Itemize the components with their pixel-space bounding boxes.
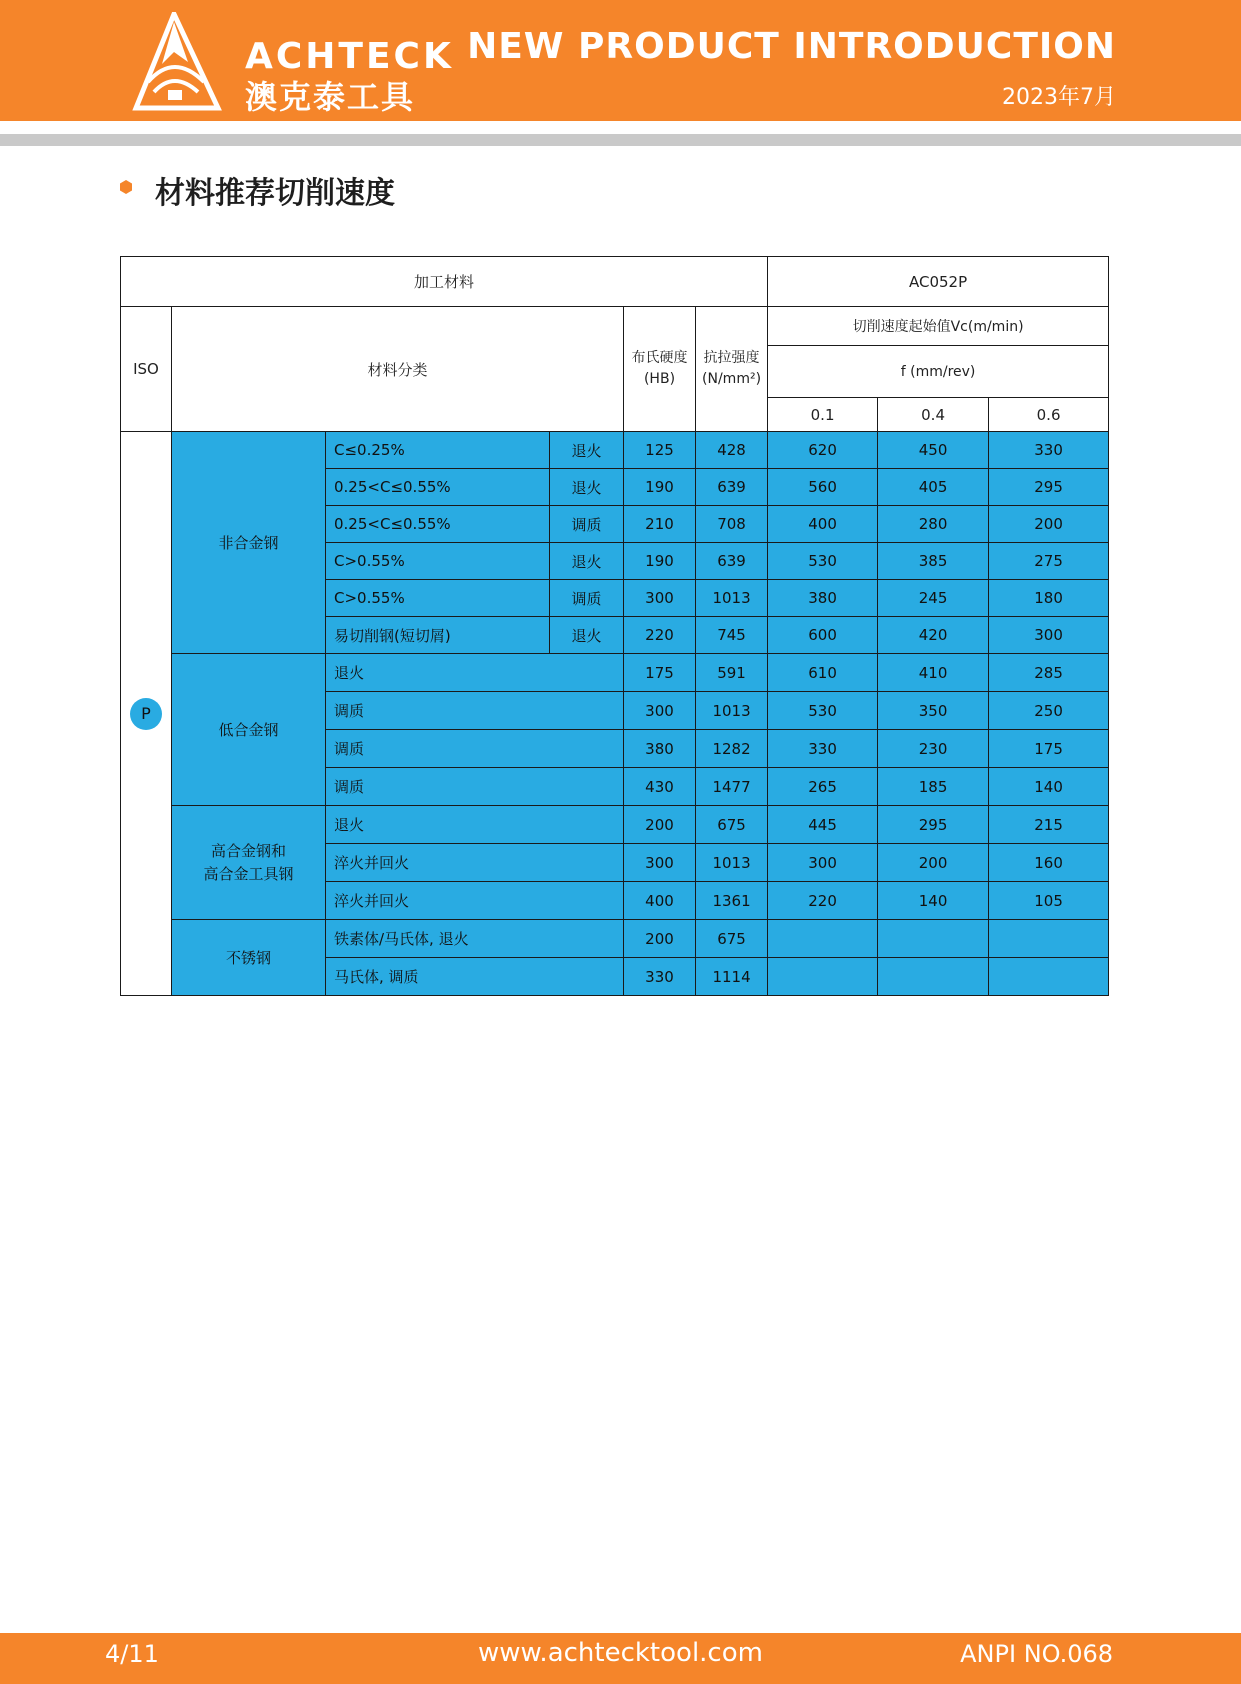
vc-cell: 215 xyxy=(989,806,1109,844)
strength-cell: 591 xyxy=(696,654,768,692)
table-row xyxy=(121,920,1109,958)
table-row xyxy=(121,654,1109,692)
vc-cell: 160 xyxy=(989,844,1109,882)
vc-cell: 330 xyxy=(768,730,878,768)
material-header: 加工材料 xyxy=(121,257,768,307)
material-cell: C≤0.25% xyxy=(326,432,550,469)
category-header: 材料分类 xyxy=(172,307,624,432)
material-cell: 0.25<C≤0.55% xyxy=(326,506,550,543)
vc-cell: 220 xyxy=(768,882,878,920)
vc-cell: 180 xyxy=(989,580,1109,617)
treatment-cell: 退火 xyxy=(550,432,624,469)
vc-cell: 385 xyxy=(878,543,989,580)
material-cell: 退火 xyxy=(326,806,624,844)
vc-cell xyxy=(768,958,878,996)
treatment-cell: 调质 xyxy=(550,580,624,617)
material-cell: 易切削钢(短切屑) xyxy=(326,617,550,654)
hb-cell: 220 xyxy=(624,617,696,654)
hb-cell: 190 xyxy=(624,543,696,580)
strength-cell: 639 xyxy=(696,543,768,580)
vc-cell: 295 xyxy=(878,806,989,844)
vc-cell: 380 xyxy=(768,580,878,617)
vc-cell xyxy=(878,958,989,996)
hb-cell: 190 xyxy=(624,469,696,506)
iso-group-cell xyxy=(121,432,172,996)
page-title: NEW PRODUCT INTRODUCTION xyxy=(467,26,1116,67)
product-header: AC052P xyxy=(768,257,1109,307)
vc-cell: 200 xyxy=(989,506,1109,543)
hb-cell: 125 xyxy=(624,432,696,469)
hb-cell: 300 xyxy=(624,692,696,730)
website-link[interactable]: www.achtecktool.com xyxy=(478,1638,763,1668)
strength-header: 抗拉强度 (N/mm²) xyxy=(696,307,768,432)
strength-cell: 675 xyxy=(696,806,768,844)
strength-cell: 639 xyxy=(696,469,768,506)
strength-cell: 1114 xyxy=(696,958,768,996)
feed-header: f (mm/rev) xyxy=(768,346,1109,398)
vc-cell: 530 xyxy=(768,543,878,580)
iso-header: ISO xyxy=(121,307,172,432)
vc-cell: 175 xyxy=(989,730,1109,768)
material-cell: C>0.55% xyxy=(326,543,550,580)
vc-cell: 105 xyxy=(989,882,1109,920)
vc-cell xyxy=(989,920,1109,958)
vc-cell: 285 xyxy=(989,654,1109,692)
hb-cell: 300 xyxy=(624,580,696,617)
material-cell: 调质 xyxy=(326,768,624,806)
vc-cell: 295 xyxy=(989,469,1109,506)
vc-cell: 280 xyxy=(878,506,989,543)
vc-header: 切削速度起始值Vc(m/min) xyxy=(768,307,1109,346)
material-cell: 0.25<C≤0.55% xyxy=(326,469,550,506)
vc-cell xyxy=(989,958,1109,996)
strength-cell: 745 xyxy=(696,617,768,654)
hb-cell: 400 xyxy=(624,882,696,920)
feed-value: 0.6 xyxy=(989,398,1109,432)
hb-cell: 200 xyxy=(624,920,696,958)
material-cell: C>0.55% xyxy=(326,580,550,617)
cutting-speed-table xyxy=(120,256,1109,996)
vc-cell: 300 xyxy=(989,617,1109,654)
material-cell: 调质 xyxy=(326,692,624,730)
strength-cell: 1013 xyxy=(696,580,768,617)
header-date: 2023年7月 xyxy=(1002,85,1116,110)
vc-cell: 185 xyxy=(878,768,989,806)
vc-cell: 445 xyxy=(768,806,878,844)
hb-cell: 175 xyxy=(624,654,696,692)
hardness-header: 布氏硬度 (HB) xyxy=(624,307,696,432)
vc-cell: 610 xyxy=(768,654,878,692)
vc-cell: 250 xyxy=(989,692,1109,730)
treatment-cell: 退火 xyxy=(550,617,624,654)
vc-cell: 400 xyxy=(768,506,878,543)
hb-cell: 330 xyxy=(624,958,696,996)
feed-value: 0.4 xyxy=(878,398,989,432)
brand-name-en: ACHTECK xyxy=(245,36,454,77)
vc-cell: 140 xyxy=(878,882,989,920)
material-cell: 调质 xyxy=(326,730,624,768)
material-cell: 马氏体, 调质 xyxy=(326,958,624,996)
vc-cell: 245 xyxy=(878,580,989,617)
strength-cell: 1282 xyxy=(696,730,768,768)
vc-cell: 140 xyxy=(989,768,1109,806)
vc-cell: 330 xyxy=(989,432,1109,469)
vc-cell: 410 xyxy=(878,654,989,692)
vc-cell: 405 xyxy=(878,469,989,506)
material-cell: 淬火并回火 xyxy=(326,844,624,882)
table-row xyxy=(121,806,1109,844)
vc-cell: 230 xyxy=(878,730,989,768)
section-title: 材料推荐切削速度 xyxy=(155,176,395,211)
treatment-cell: 退火 xyxy=(550,469,624,506)
feed-value: 0.1 xyxy=(768,398,878,432)
document-number: ANPI NO.068 xyxy=(960,1640,1113,1668)
strength-cell: 428 xyxy=(696,432,768,469)
material-cell: 淬火并回火 xyxy=(326,882,624,920)
vc-cell: 350 xyxy=(878,692,989,730)
material-cell: 退火 xyxy=(326,654,624,692)
vc-cell: 275 xyxy=(989,543,1109,580)
vc-cell: 200 xyxy=(878,844,989,882)
header-divider xyxy=(0,134,1241,146)
vc-cell: 620 xyxy=(768,432,878,469)
group-label: 不锈钢 xyxy=(172,920,326,996)
vc-cell: 560 xyxy=(768,469,878,506)
treatment-cell: 退火 xyxy=(550,543,624,580)
strength-cell: 1013 xyxy=(696,844,768,882)
vc-cell: 420 xyxy=(878,617,989,654)
hb-cell: 200 xyxy=(624,806,696,844)
section-bullet-icon xyxy=(120,180,132,194)
group-label: 非合金钢 xyxy=(172,432,326,654)
vc-cell: 600 xyxy=(768,617,878,654)
hb-cell: 380 xyxy=(624,730,696,768)
group-label: 高合金钢和 高合金工具钢 xyxy=(172,806,326,920)
material-cell: 铁素体/马氏体, 退火 xyxy=(326,920,624,958)
achteck-logo-icon xyxy=(118,12,230,112)
vc-cell: 300 xyxy=(768,844,878,882)
vc-cell: 265 xyxy=(768,768,878,806)
vc-cell: 450 xyxy=(878,432,989,469)
vc-cell xyxy=(768,920,878,958)
vc-cell: 530 xyxy=(768,692,878,730)
brand-name-cn: 澳克泰工具 xyxy=(245,78,416,116)
page-number: 4/11 xyxy=(105,1640,159,1668)
strength-cell: 1013 xyxy=(696,692,768,730)
hb-cell: 300 xyxy=(624,844,696,882)
strength-cell: 675 xyxy=(696,920,768,958)
treatment-cell: 调质 xyxy=(550,506,624,543)
strength-cell: 1361 xyxy=(696,882,768,920)
group-label: 低合金钢 xyxy=(172,654,326,806)
strength-cell: 708 xyxy=(696,506,768,543)
iso-p-badge: P xyxy=(130,698,162,730)
vc-cell xyxy=(878,920,989,958)
hb-cell: 430 xyxy=(624,768,696,806)
hb-cell: 210 xyxy=(624,506,696,543)
strength-cell: 1477 xyxy=(696,768,768,806)
table-row xyxy=(121,432,1109,469)
